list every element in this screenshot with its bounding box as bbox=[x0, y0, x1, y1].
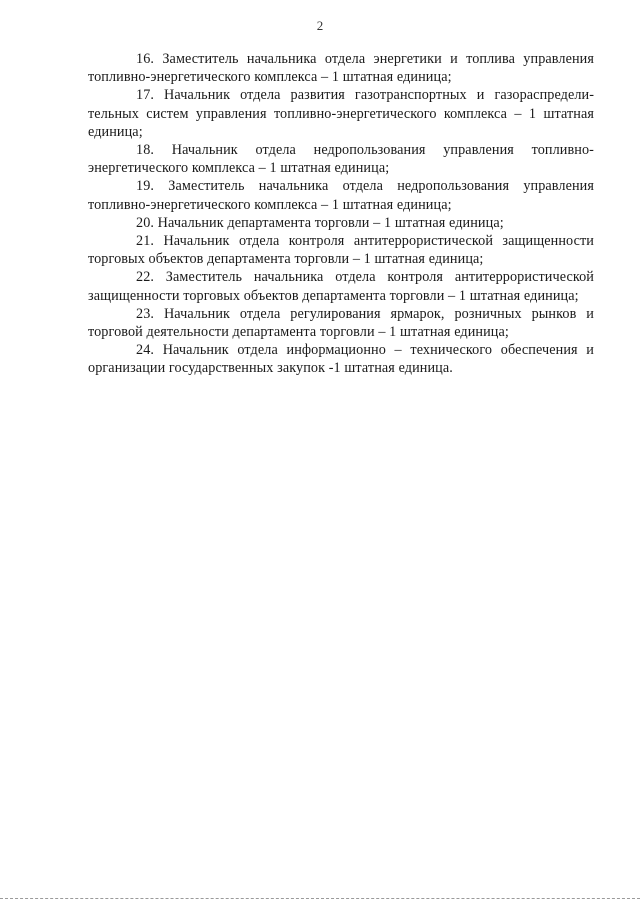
list-item: 23. Начальник отдела регулирования ярмарок, розничных рынков и торговой деятельности департамента торговли – 1 штатная единица; bbox=[88, 305, 594, 341]
list-item: 19. Заместитель начальника отдела недропользования управления топливно-энергетического комплекса – 1 штатная единица; bbox=[88, 178, 594, 213]
list-item: 16. Заместитель начальника отдела энергетики и топлива управления топливно-энергетического комплекса – 1 штатная единица; bbox=[88, 51, 594, 86]
list-item: 21. Начальник отдела контроля антитеррористической защищенности торговых объектов департамента торговли – 1 штатная единица; bbox=[88, 233, 594, 268]
scan-edge-divider bbox=[0, 898, 640, 899]
list-item: 24. Начальник отдела информационно – технического обеспечения и организации государственных закупок -1 штатная единица. bbox=[88, 342, 594, 377]
list-item: 18. Начальник отдела недропользования управления топливно-энергетического комплекса – 1 штатная единица; bbox=[88, 142, 594, 177]
list-item: 22. Заместитель начальника отдела контроля антитеррористической защищенности торговых объектов департамента торговли – 1 штатная единица; bbox=[88, 269, 594, 304]
staff-positions-list bbox=[88, 50, 594, 378]
page-number: 2 bbox=[316, 18, 324, 33]
list-item: 17. Начальник отдела развития газотранспортных и газораспределительных систем управления топливно-энергетического комплекса – 1 штатная единица; bbox=[88, 87, 594, 140]
list-item: 20. Начальник департамента торговли – 1 штатная единица; bbox=[136, 214, 504, 231]
